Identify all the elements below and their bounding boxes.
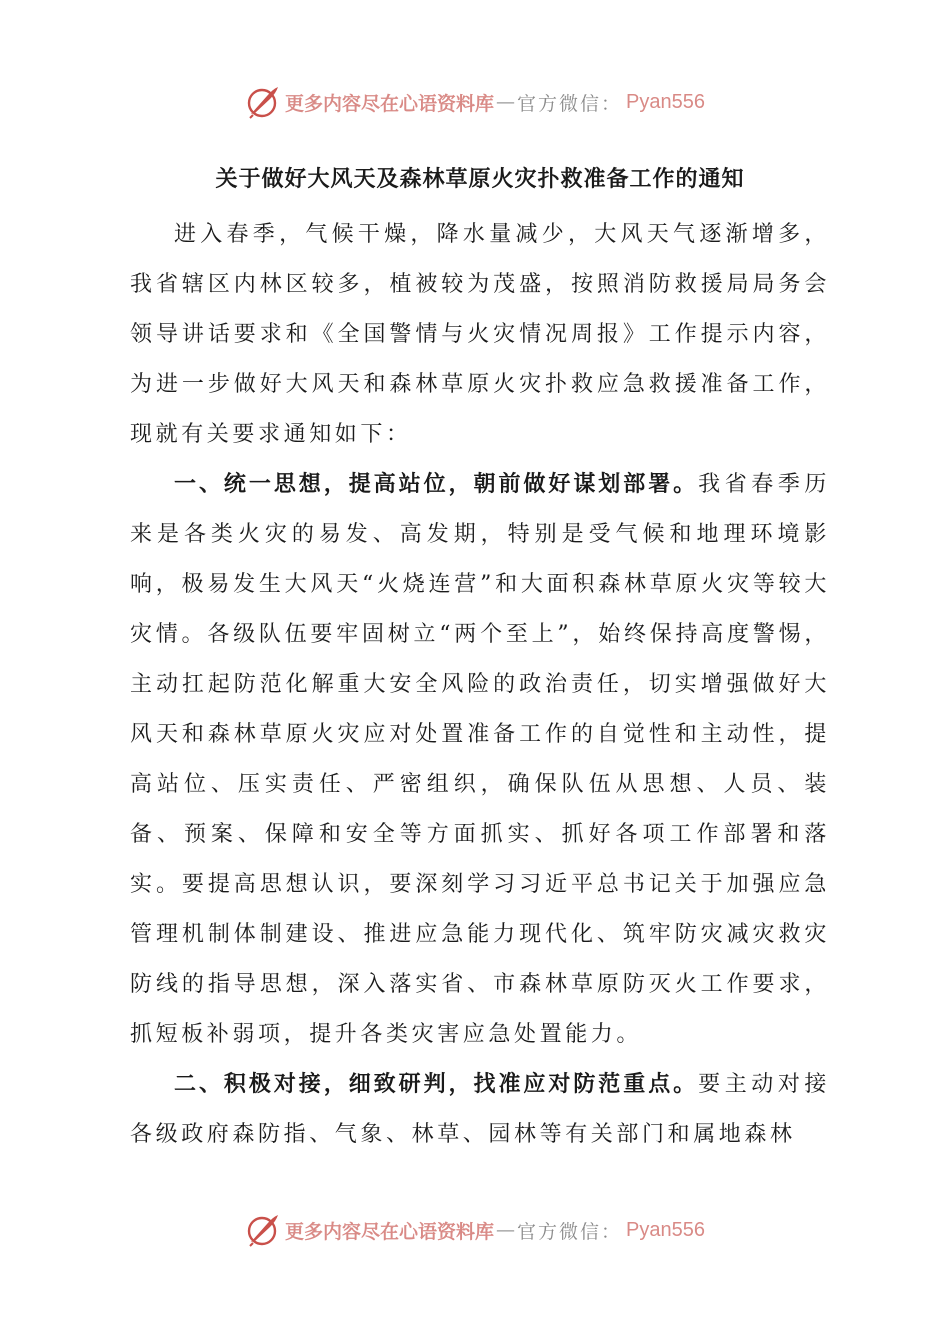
document-body	[130, 160, 830, 1160]
watermark-wechat-label: 官方微信：	[517, 92, 623, 115]
watermark-wechat-id: Pyan556	[626, 1218, 705, 1241]
document-title: 关于做好大风天及森林草原火灾扑救准备工作的通知	[215, 167, 745, 192]
watermark-wechat-id: Pyan556	[626, 90, 705, 113]
intro-paragraph	[130, 210, 830, 460]
watermark-separator: —	[496, 91, 516, 113]
watermark-banner-top	[0, 82, 950, 122]
watermark-banner-bottom	[0, 1210, 950, 1250]
intro-text: 进入春季，气候干燥，降水量减少，大风天气逐渐增多，我省辖区内林区较多，植被较为茂盛，按照消防救援局局务会领导讲话要求和《全国警情与火灾情况周报》工作提示内容，为进一步做好大风天和森林草原火灾扑救应急救援准备工作，现就有关要求通知如下：	[130, 222, 830, 447]
section-1-text: 我省春季历来是各类火灾的易发、高发期，特别是受气候和地理环境影响，极易发生大风天“火烧连营”和大面积森林草原火灾等较大灾情。各级队伍要牢固树立“两个至上”，始终保持高度警惕，主动扛起防范化解重大安全风险的政治责任，切实增强做好大风天和森林草原火灾应对处置准备工作的自觉性和主动性，提高站位、压实责任、严密组织，确保队伍从思想、人员、装备、预案、保障和安全等方面抓实、抓好各项工作部署和落实。要提高思想认识，要深刻学习习近平总书记关于加强应急管理机制体制建设、推进应急能力现代化、筑牢防灾减灾救灾防线的指导思想，深入落实省、市森林草原防灭火工作要求，抓短板补弱项，提升各类灾害应急处置能力。	[130, 472, 830, 1047]
section-1-paragraph	[130, 460, 830, 1060]
section-2-paragraph	[130, 1060, 830, 1160]
section-1-heading: 一、统一思想，提高站位，朝前做好谋划部署。	[174, 472, 699, 497]
watermark-brand-text: 更多内容尽在心语资料库	[285, 1220, 495, 1243]
section-2-heading: 二、积极对接，细致研判，找准应对防范重点。	[174, 1072, 699, 1097]
watermark-wechat-label: 官方微信：	[517, 1220, 623, 1243]
quill-logo-icon	[245, 1212, 281, 1248]
section-2-text: 要主动对接各级政府森防指、气象、林草、园林等有关部门和属地森林	[130, 1072, 830, 1147]
quill-logo-icon	[245, 84, 281, 120]
watermark-separator: —	[496, 1219, 516, 1241]
watermark-brand-text: 更多内容尽在心语资料库	[285, 92, 495, 115]
